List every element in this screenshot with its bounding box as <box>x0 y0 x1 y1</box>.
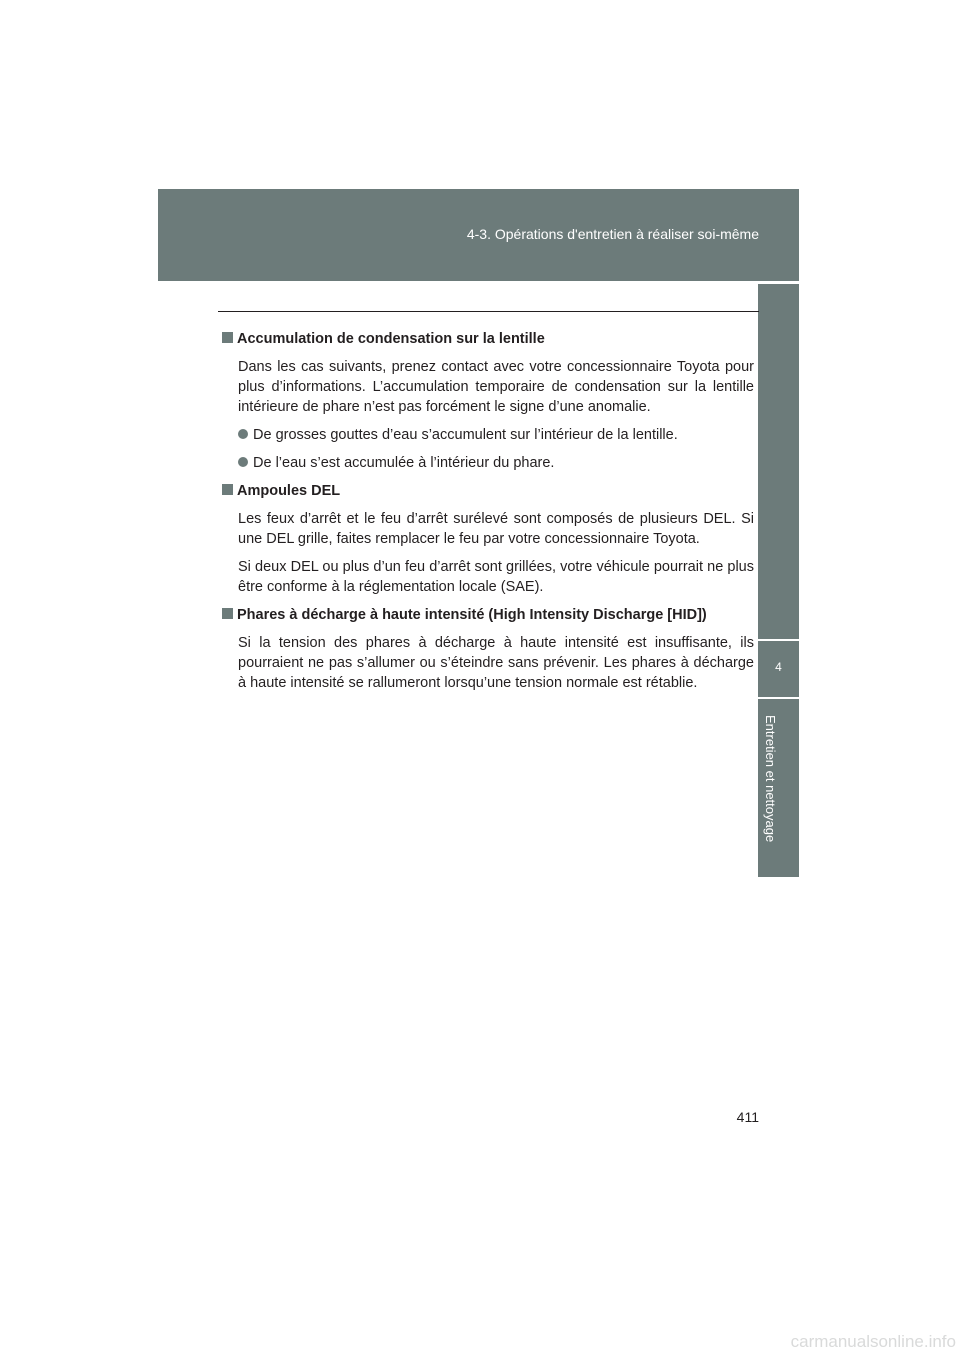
square-bullet-icon <box>222 332 233 343</box>
chapter-strip <box>758 699 799 877</box>
chapter-number: 4 <box>775 660 782 674</box>
paragraph: Dans les cas suivants, prenez contact avec votre concessionnaire Toyota pour plus d’informations. L’accumulation temporaire de condensation sur la lentille intérieure de phare n’est pas forcément le signe d’une anomalie. <box>238 359 754 415</box>
heading-text: Accumulation de condensation sur la lentille <box>237 331 545 347</box>
circle-bullet-icon <box>238 429 248 439</box>
list-item-text: De l’eau s’est accumulée à l’intérieur du phare. <box>253 455 555 471</box>
list-item-text: De grosses gouttes d’eau s’accumulent sur l’intérieur de la lentille. <box>253 427 678 443</box>
watermark: carmanualsonline.info <box>790 1332 956 1351</box>
section-heading <box>222 329 754 349</box>
paragraph: Si deux DEL ou plus d’un feu d’arrêt sont grillées, votre véhicule pourrait ne plus être conforme à la réglementation locale (SAE). <box>238 559 754 595</box>
header-band <box>158 189 799 281</box>
chapter-title: Entretien et nettoyage <box>763 715 778 843</box>
section-heading <box>222 481 754 501</box>
header-rule <box>218 311 759 312</box>
page-number: 411 <box>736 1109 759 1125</box>
paragraph: Les feux d’arrêt et le feu d’arrêt surélevé sont composés de plusieurs DEL. Si une DEL grille, faites remplacer le feu par votre concessionnaire Toyota. <box>238 511 754 547</box>
heading-text: Phares à décharge à haute intensité (High Intensity Discharge [HID]) <box>237 607 707 623</box>
circle-bullet-icon <box>238 457 248 467</box>
section-title: 4-3. Opérations d'entretien à réaliser soi-même <box>466 226 759 242</box>
heading-text: Ampoules DEL <box>237 483 341 499</box>
list-item <box>238 453 754 473</box>
square-bullet-icon <box>222 608 233 619</box>
chapter-tab[interactable] <box>758 641 799 697</box>
square-bullet-icon <box>222 484 233 495</box>
section-heading <box>222 605 754 625</box>
paragraph: Si la tension des phares à décharge à haute intensité est insuffisante, ils pourraient ne pas s’allumer ou s’éteindre sans prévenir. Les phares à décharge à haute intensité se rallumeront lorsqu’une tension normale est rétablie. <box>238 635 754 691</box>
page-content <box>222 329 754 701</box>
side-tab <box>758 284 799 639</box>
list-item <box>238 425 754 445</box>
